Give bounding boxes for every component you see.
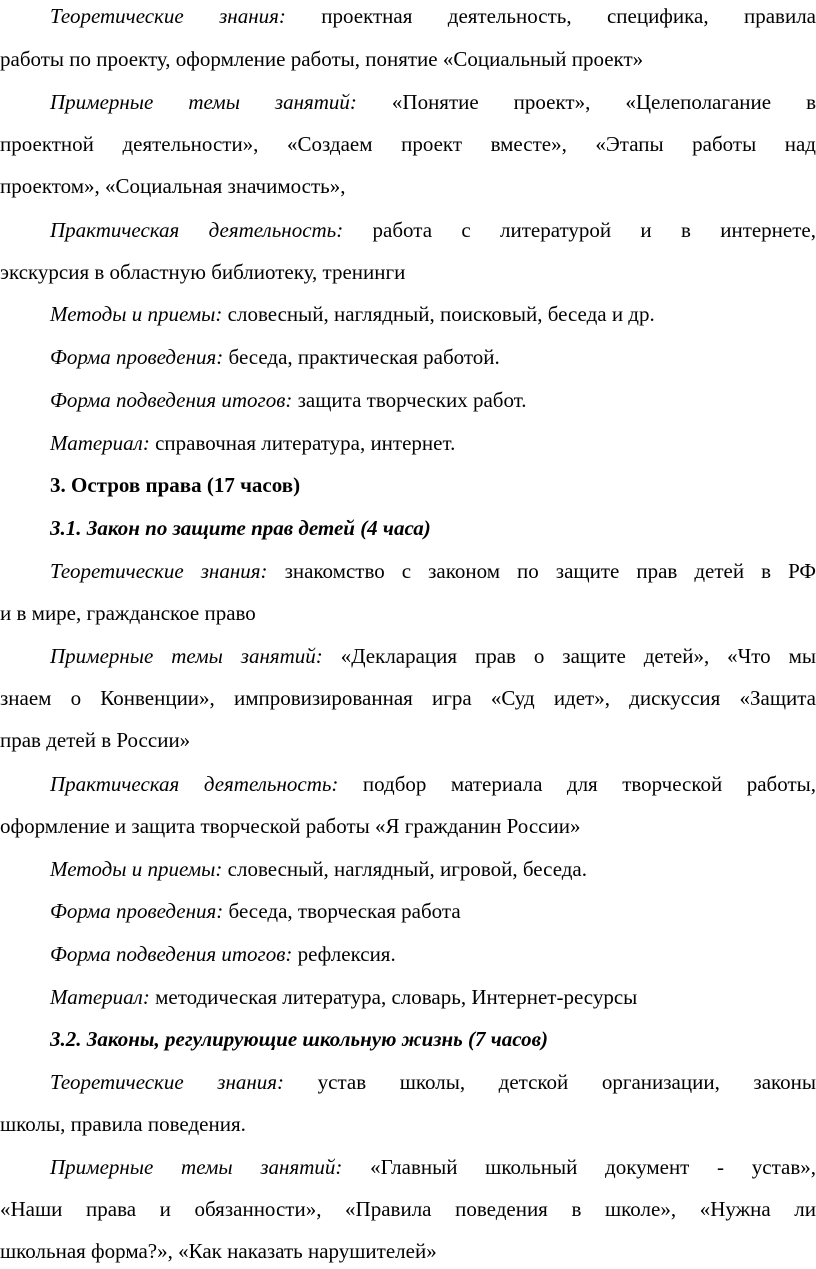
sub31-methods-text: словесный, наглядный, игровой, беседа. [222,857,587,881]
theory-paragraph-line-1 [0,2,816,30]
practice-text: работа с литературой и в интернете, [343,218,816,242]
sub31-topics-text: «Декларация прав о защите детей», «Что мы [322,644,816,668]
topics-label: Примерные темы занятий: [50,90,357,114]
form-label: Форма проведения: [50,345,224,369]
sub31-theory-line-2: и в мире, гражданское право [0,601,256,625]
form-text: беседа, практическая работой. [223,345,500,369]
practice-label: Практическая деятельность: [50,218,344,242]
subsection-3-2-heading: 3.2. Законы, регулирующие школьную жизнь (7 часов) [50,1027,548,1051]
sub31-practice-line-1 [0,770,816,798]
sub31-form-line [0,897,816,925]
sub32-theory-text: устав школы, детской организации, законы [284,1070,816,1094]
material-line [0,429,816,457]
results-text: защита творческих работ. [292,388,527,412]
material-text: справочная литература, интернет. [149,431,456,455]
sub32-topics-line-1 [0,1153,816,1181]
topics-paragraph-line-1 [0,88,816,116]
form-line [0,343,816,371]
sub32-topics-line-3: школьная форма?», «Как наказать нарушителей» [0,1239,437,1263]
sub31-theory-label: Теоретические знания: [50,559,268,583]
topics-paragraph-line-2: проектной деятельности», «Создаем проект вместе», «Этапы работы над [0,132,816,156]
sub31-practice-line-2: оформление и защита творческой работы «Я гражданин России» [0,814,581,838]
subsection-3-1-heading: 3.1. Закон по защите прав детей (4 часа) [50,516,431,540]
material-label: Материал: [50,431,150,455]
sub31-results-line [0,940,816,968]
topics-text: «Понятие проект», «Целеполагание в [356,90,816,114]
sub32-topics-text: «Главный школьный документ - устав», [342,1155,816,1179]
sub31-topics-line-3: прав детей в России» [0,728,191,752]
sub31-topics-line-1 [0,642,816,670]
theory-text: проектная деятельность, специфика, правила [285,4,816,28]
sub31-topics-line-2: знаем о Конвенции», импровизированная игра «Суд идет», дискуссия «Защита [0,686,816,710]
sub32-topics-line-2: «Наши права и обязанности», «Правила поведения в школе», «Нужна ли [0,1197,816,1221]
practice-paragraph-line-2: экскурсия в областную библиотеку, тренинги [0,260,406,284]
topics-paragraph-line-3: проектом», «Социальная значимость», [0,174,346,198]
theory-paragraph-line-2: работы по проекту, оформление работы, понятие «Социальный проект» [0,47,644,71]
methods-line [0,300,816,328]
sub31-methods-line [0,855,816,883]
sub31-practice-label: Практическая деятельность: [50,772,339,796]
sub32-theory-label: Теоретические знания: [50,1070,285,1094]
theory-label: Теоретические знания: [50,4,286,28]
methods-text: словесный, наглядный, поисковый, беседа и др. [222,302,655,326]
sub31-practice-text: подбор материала для творческой работы, [338,772,816,796]
sub32-topics-label: Примерные темы занятий: [50,1155,343,1179]
sub31-topics-label: Примерные темы занятий: [50,644,323,668]
methods-label: Методы и приемы: [50,302,223,326]
sub31-methods-label: Методы и приемы: [50,857,223,881]
sub31-theory-text: знакомство с законом по защите прав детей в РФ [267,559,816,583]
results-line [0,386,816,414]
section-3-heading: 3. Остров права (17 часов) [50,473,301,497]
sub31-material-label: Материал: [50,985,150,1009]
results-label: Форма подведения итогов: [50,388,293,412]
sub31-material-line [0,983,816,1011]
practice-paragraph-line-1 [0,216,816,244]
sub31-theory-line-1 [0,557,816,585]
sub32-theory-line-1 [0,1068,816,1096]
sub31-form-text: беседа, творческая работа [223,899,461,923]
sub31-material-text: методическая литература, словарь, Интернет-ресурсы [149,985,638,1009]
sub32-theory-line-2: школы, правила поведения. [0,1112,246,1136]
sub31-results-text: рефлексия. [292,942,396,966]
sub31-results-label: Форма подведения итогов: [50,942,293,966]
sub31-form-label: Форма проведения: [50,899,224,923]
